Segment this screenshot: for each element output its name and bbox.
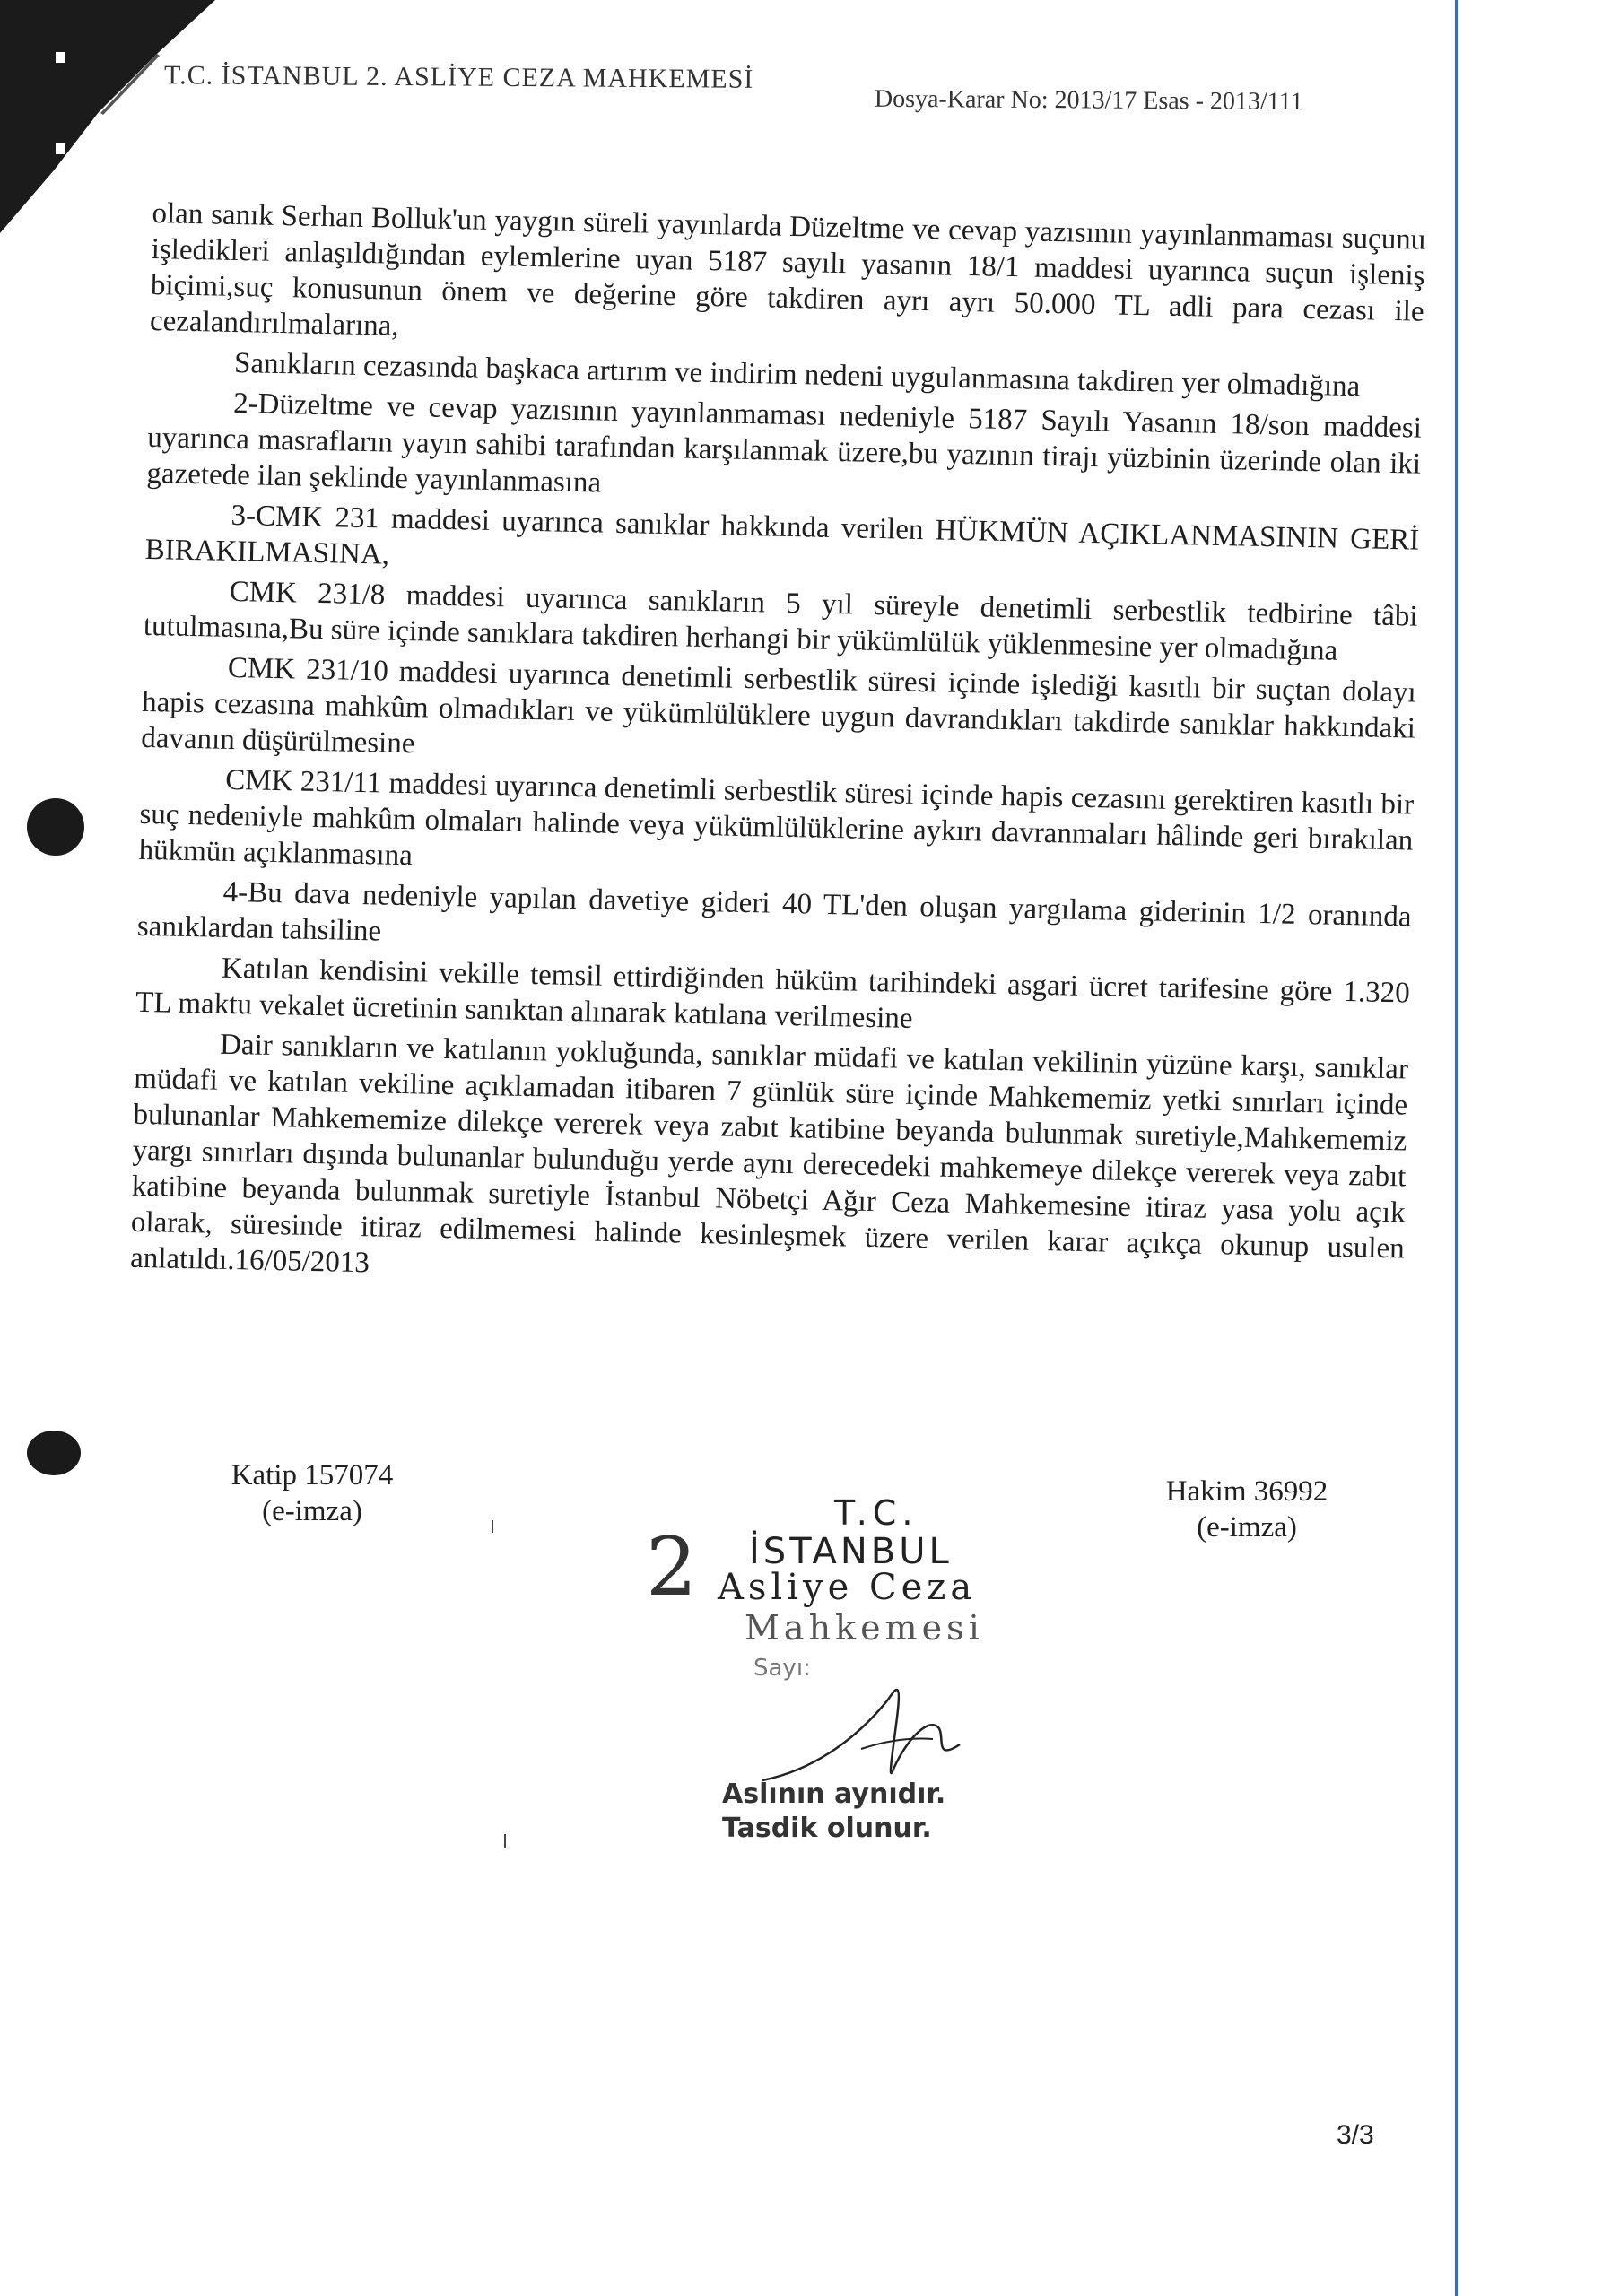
punch-hole-top	[27, 798, 84, 856]
stamp-city: İSTANBUL	[749, 1531, 953, 1572]
document-body	[130, 196, 1426, 1307]
page-number: 3/3	[1337, 2120, 1374, 2150]
scan-edge-line	[1455, 0, 1458, 2296]
judge-id: Hakim 36992	[1165, 1475, 1328, 1508]
paragraph: 4-Bu dava nedeniyle yapılan davetiye gideri 40 TL'den oluşan yargılama giderinin 1/2 oranında sanıklardan tahsiline	[136, 875, 1412, 948]
signature-area	[0, 1439, 1620, 1844]
paragraph: 3-CMK 231 maddesi uyarınca sanıklar hakkında verilen HÜKMÜN AÇIKLANMASININ GERİ BIRAKILMASINA,	[144, 499, 1420, 571]
judge-signature	[1130, 1474, 1363, 1545]
paragraph: olan sanık Serhan Bolluk'un yaygın süreli yayınlarda Düzeltme ve cevap yazısının yayınlanmaması suçunu işledikleri anlaşıldığından eylemlerine uyan 5187 sayılı yasanın 18/1 maddesi uyarınca suçun işleniş biçimi,suç konusunun önem ve değerine göre takdiren ayrı ayrı 50.000 TL adli para cezası ile cezalandırılmalarına,	[149, 196, 1426, 343]
paragraph: 2-Düzeltme ve cevap yazısının yayınlanmaması nedeniyle 5187 Sayılı Yasanın 18/son maddesi uyarınca masrafların yayın sahibi tarafından karşılanmak üzere,bu yazının tirajı yüzbinin üzerinde olan iki gazetede ilan şeklinde yayınlanmasına	[146, 387, 1423, 500]
scan-mark	[504, 1834, 506, 1848]
document-header	[157, 60, 1395, 123]
paragraph: CMK 231/11 maddesi uyarınca denetimli serbestlik süresi içinde hapis cezasını gerektiren kasıtlı bir suç nedeniyle mahkûm olmaları halinde veya yükümlülüklerine aykırı davranmaları hâlinde geri bırakılan hükmün açıklanmasına	[138, 763, 1415, 873]
judge-e-signature: (e-imza)	[1197, 1511, 1297, 1544]
court-name: T.C. İSTANBUL 2. ASLİYE CEZA MAHKEMESİ	[163, 60, 754, 94]
court-stamp	[628, 1493, 1076, 1844]
punch-hole-bottom	[27, 1431, 81, 1475]
stamp-sayi: Sayı:	[753, 1655, 811, 1682]
paragraph: Katılan kendisini vekille temsil ettirdiğinden hüküm tarihindeki asgari ücret tarifesine göre 1.320 TL maktu vekalet ücretinin sanıktan alınarak katılana verilmesine	[135, 952, 1411, 1035]
scan-mark	[492, 1520, 493, 1533]
clerk-e-signature: (e-imza)	[262, 1495, 362, 1527]
clerk-id: Katip 157074	[231, 1459, 394, 1492]
paragraph: Sanıkların cezasında başkaca artırım ve indirim nedeni uygulanmasına takdiren yer olmadığına	[233, 346, 1361, 404]
stamp-mahkeme: Mahkemesi	[745, 1608, 984, 1648]
stamp-approved: Tasdik olunur.	[722, 1813, 932, 1844]
paragraph: CMK 231/10 maddesi uyarınca denetimli serbestlik süresi içinde işlediği kasıtlı bir suçtan dolayı hapis cezasına mahkûm olmadıkları ve yükümlülüklere uygun davrandıkları takdirde sanıklar hakkındaki davanın düşürülmesine	[140, 651, 1417, 761]
stamp-tc: T.C.	[834, 1493, 919, 1533]
paragraph: Dair sanıkların ve katılanın yokluğunda, sanıklar müdafi ve katılan vekilinin yüzüne karşı, sanıklar müdafi ve katılan vekiline açıklamadan itibaren 7 günlük süre içinde Mahkememiz yetki sınırları içinde bulunanlar Mahkememize dilekçe vererek veya zabıt katibine beyanda bulunmak suretiyle,Mahkememiz yargı sınırları dışında bulunanlar bulunduğu yerde aynı derecedeki mahkemeye dilekçe vererek veya zabıt katibine beyanda bulunmak suretiyle İstanbul Nöbetçi Ağır Ceza Mahkemesine itiraz yasa yolu açık olarak, süresinde itiraz edilmemesi halinde kesinleşmek üzere verilen karar açıkça okunup usulen anlatıldı.16/05/2013	[129, 1028, 1409, 1280]
file-number: Dosya-Karar No: 2013/17 Esas - 2013/111	[874, 84, 1303, 117]
stamp-number: 2	[646, 1520, 698, 1614]
stamp-certified-copy: Aslının aynıdır.	[722, 1779, 946, 1810]
clerk-signature	[205, 1457, 420, 1529]
paragraph: CMK 231/8 maddesi uyarınca sanıkların 5 yıl süreyle denetimli serbestlik tedbirine tâbi tutulmasına,Bu süre içinde sanıklara takdiren herhangi bir yükümlülük yüklenmesine yer olmadığına	[143, 575, 1418, 667]
stamp-court: Asliye Ceza	[718, 1567, 977, 1608]
